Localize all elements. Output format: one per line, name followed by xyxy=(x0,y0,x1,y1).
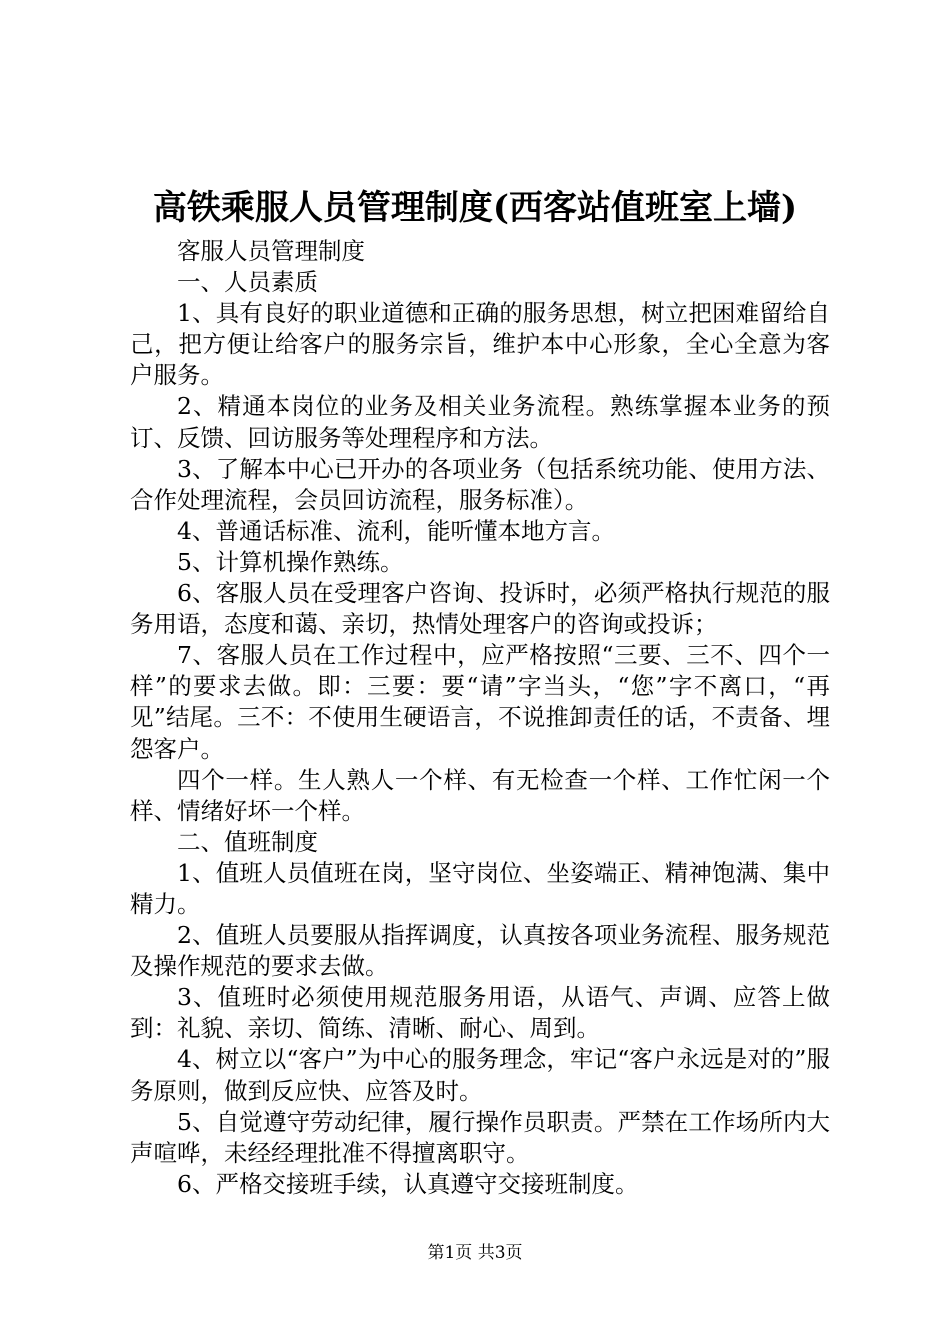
paragraph: 4、普通话标准、流利，能听懂本地方言。 xyxy=(177,516,615,545)
paragraph: 4、树立以“客户”为中心的服务理念，牢记“客户永远是对的”服务原则，做到反应快、应答及时。 xyxy=(130,1045,830,1105)
paragraph: 7、客服人员在工作过程中，应严格按照“三要、三不、四个一样”的要求去做。即：三要：要“请”字当头，“您”字不离口，“再见”结尾。三不：不使用生硬语言，不说推卸责任的话，不责备、埋怨客户。 xyxy=(130,641,830,763)
paragraph: 6、客服人员在受理客户咨询、投诉时，必须严格执行规范的服务用语，态度和蔼、亲切，热情处理客户的咨询或投诉； xyxy=(130,579,830,639)
paragraph: 3、了解本中心已开办的各项业务（包括系统功能、使用方法、合作处理流程，会员回访流程，服务标准）。 xyxy=(130,454,830,514)
document-body xyxy=(130,236,830,1200)
paragraph: 5、自觉遵守劳动纪律，履行操作员职责。严禁在工作场所内大声喧哗，未经经理批准不得擅离职守。 xyxy=(130,1107,830,1167)
paragraph: 6、严格交接班手续，认真遵守交接班制度。 xyxy=(177,1169,639,1198)
paragraph: 5、计算机操作熟练。 xyxy=(177,547,404,576)
paragraph: 四个一样。生人熟人一个样、有无检查一个样、工作忙闲一个样、情绪好坏一个样。 xyxy=(130,765,830,825)
page-number-footer: 第1页 共3页 xyxy=(427,1243,523,1263)
section-heading: 二、值班制度 xyxy=(177,827,318,856)
section-heading: 客服人员管理制度 xyxy=(177,237,365,265)
paragraph: 1、值班人员值班在岗，坚守岗位、坐姿端正、精神饱满、集中精力。 xyxy=(130,858,830,918)
section-heading: 一、人员素质 xyxy=(177,268,318,297)
paragraph: 3、值班时必须使用规范服务用语，从语气、声调、应答上做到：礼貌、亲切、简练、清晰、耐心、周到。 xyxy=(130,983,830,1043)
paragraph: 2、值班人员要服从指挥调度，认真按各项业务流程、服务规范及操作规范的要求去做。 xyxy=(130,921,830,981)
paragraph: 2、精通本岗位的业务及相关业务流程。熟练掌握本业务的预订、反馈、回访服务等处理程序和方法。 xyxy=(130,392,830,452)
document-title: 高铁乘服人员管理制度(西客站值班室上墙) xyxy=(152,188,798,228)
paragraph: 1、具有良好的职业道德和正确的服务思想，树立把困难留给自己，把方便让给客户的服务宗旨，维护本中心形象，全心全意为客户服务。 xyxy=(130,299,830,390)
